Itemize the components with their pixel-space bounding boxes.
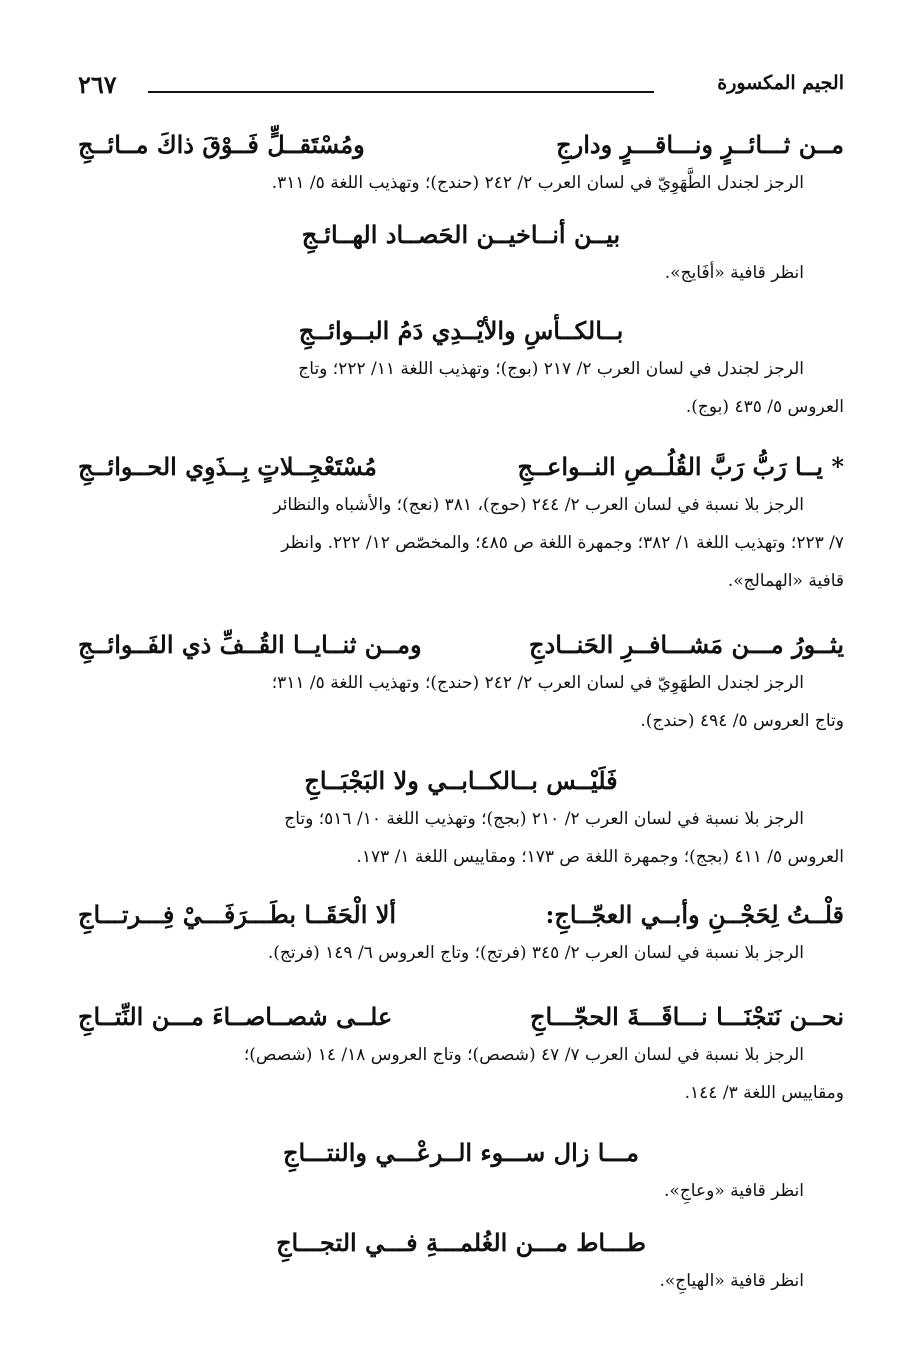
citation-note xyxy=(78,664,844,740)
citation-note xyxy=(78,1262,844,1300)
verse-couplet xyxy=(78,626,844,664)
citation-line: الرجز بلا نسبة في لسان العرب ٢/ ٢٤٤ (حوج)، ٣٨١ (نعج)؛ والأشباه والنظائر xyxy=(273,495,804,515)
citation-line: وتاج العروس ٥/ ٤٩٤ (حندج). xyxy=(640,711,844,731)
verse-line: مـــا زال ســـوء الــرعْـــي والنتـــاجِ xyxy=(283,1138,639,1167)
page-header xyxy=(78,72,844,112)
running-title: الجيم المكسورة xyxy=(717,72,844,94)
verse-hemistich-right: مــن ثـــائــرٍ ونـــاقـــرٍ ودارجِ xyxy=(556,130,844,159)
verse-line: بــالكــأسِ والأيْــدِي دَمُ البــوائــجِ xyxy=(298,316,624,345)
header-rule xyxy=(148,91,654,93)
verse-entry xyxy=(78,896,844,972)
verse-line: بيــن أنــاخيــن الحَصــاد الهــائـجِ xyxy=(301,220,621,249)
verse-hemistich-right: قلْــتُ لِحَجْــنِ وأبــي العجّــاجِ: xyxy=(545,900,844,929)
verse-entry xyxy=(78,1134,844,1210)
citation-line: قافية «الهمالج». xyxy=(727,571,844,591)
citation-note xyxy=(78,254,844,292)
citation-line: ٧/ ٢٢٣؛ وتهذيب اللغة ١/ ٣٨٢؛ وجمهرة اللغة ص ٤٨٥؛ والمخصّص ١٢/ ٢٢٢. وانظر xyxy=(281,533,844,553)
verse-hemistich-left: مُسْتَعْجِــلاتٍ بِــذَوِي الحــوائــجِ xyxy=(78,452,377,481)
citation-note xyxy=(78,164,844,202)
verse-entry xyxy=(78,998,844,1112)
verse-hemistich-right: يثــورُ مـــن مَشـــافــرِ الحَنــادجِ xyxy=(529,630,844,659)
verse-entry xyxy=(78,216,844,292)
citation-note xyxy=(78,1036,844,1112)
citation-note xyxy=(78,800,844,876)
citation-line: الرجز بلا نسبة في لسان العرب ٧/ ٤٧ (شصص)؛ وتاج العروس ١٨/ ١٤ (شصص)؛ xyxy=(243,1045,804,1065)
citation-line: الرجز لجندل في لسان العرب ٢/ ٢١٧ (بوج)؛ وتهذيب اللغة ١١/ ٢٢٢؛ وتاج xyxy=(298,359,804,379)
citation-note xyxy=(78,1172,844,1210)
citation-note xyxy=(78,486,844,600)
verse-hemistich-right: نحــن نَتجْنَـــا نـــاقَـــةَ الحجّـــاجِ xyxy=(529,1002,844,1031)
citation-line: العروس ٥/ ٤٣٥ (بوج). xyxy=(685,397,844,417)
verse-couplet xyxy=(78,896,844,934)
verse-couplet xyxy=(78,126,844,164)
verse-hemistich-left: علــى شصــاصــاءَ مـــن النِّتــاجِ xyxy=(78,1002,393,1031)
citation-note xyxy=(78,350,844,426)
verse-hemistich-left: ومــن ثنــايــا القُــفِّ ذي الفَــوائــجِ xyxy=(78,630,422,659)
verse-entry xyxy=(78,448,844,600)
verse-couplet xyxy=(78,998,844,1036)
citation-line: انظر قافية «وعاجِ». xyxy=(664,1181,804,1201)
citation-line: العروس ٥/ ٤١١ (بجج)؛ وجمهرة اللغة ص ١٧٣؛ ومقاييس اللغة ١/ ١٧٣. xyxy=(356,847,844,867)
verse-entry xyxy=(78,626,844,740)
citation-line: انظر قافية «الهياجِ». xyxy=(659,1271,804,1291)
citation-line: الرجز لجندل الطهَوِيّ في لسان العرب ٢/ ٢٤٢ (حندج)؛ وتهذيب اللغة ٥/ ٣١١؛ xyxy=(271,673,804,693)
citation-note xyxy=(78,934,844,972)
citation-line: الرجز بلا نسبة في لسان العرب ٢/ ٣٤٥ (فرتج)؛ وتاج العروس ٦/ ١٤٩ (فرتج). xyxy=(267,943,804,963)
citation-line: انظر قافية «أفَايج». xyxy=(664,263,804,283)
verse-line: فَلَيْــس بــالكــابــي ولا البَجْبَــاجِ xyxy=(304,766,618,795)
page-number: ٢٦٧ xyxy=(78,70,117,99)
verse-hemistich-left: ألا الْحَقَــا بطَـــرَفَـــيْ فِـــرتـــاجِ xyxy=(78,900,397,929)
verse-couplet xyxy=(78,448,844,486)
citation-line: ومقاييس اللغة ٣/ ١٤٤. xyxy=(684,1083,844,1103)
verse-hemistich-right: * يــا رَبُّ رَبَّ القُلُــصِ النــواعــجِ xyxy=(517,452,844,481)
citation-line: الرجز لجندل الطَّهَوِيّ في لسان العرب ٢/ ٢٤٢ (حندج)؛ وتهذيب اللغة ٥/ ٣١١. xyxy=(271,173,804,193)
verse-entry xyxy=(78,126,844,202)
verse-entry xyxy=(78,762,844,876)
verse-entry xyxy=(78,1224,844,1300)
verse-line: طـــاط مـــن الغُلمـــةِ فـــي التجـــاجِ xyxy=(276,1228,646,1257)
citation-line: الرجز بلا نسبة في لسان العرب ٢/ ٢١٠ (بجج)؛ وتهذيب اللغة ١٠/ ٥١٦؛ وتاج xyxy=(284,809,804,829)
verse-hemistich-left: ومُسْتَقــلٍّ فَــوْقَ ذاكَ مــائــجِ xyxy=(78,130,365,159)
verse-entry xyxy=(78,312,844,426)
